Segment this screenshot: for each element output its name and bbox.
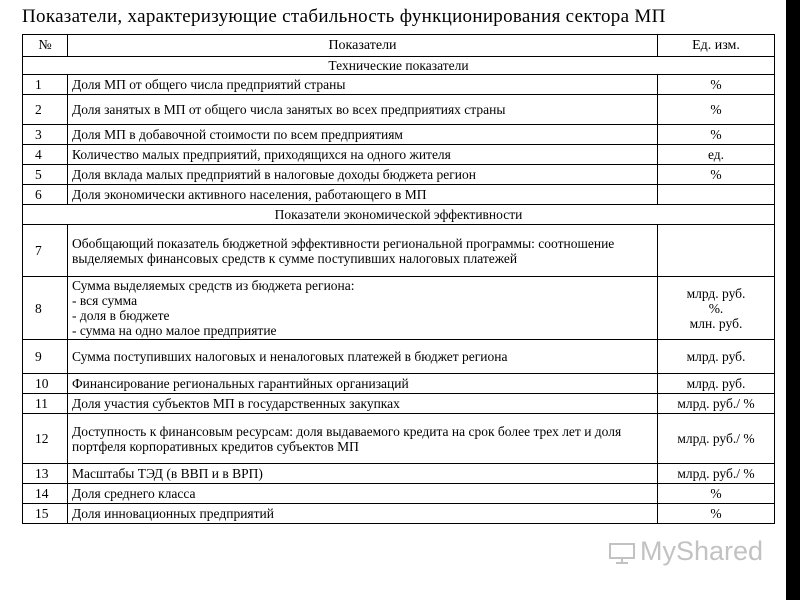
indicators-table-body — [23, 35, 775, 524]
section-title: Показатели экономической эффективности — [23, 205, 775, 225]
table-row — [23, 340, 775, 374]
table-row — [23, 185, 775, 205]
table-header-row — [23, 35, 775, 57]
row-indicator: Обобщающий показатель бюджетной эффективности региональной программы: соотношение выделяемых финансовых средств к сумме поступивших налоговых платежей — [68, 225, 658, 277]
table-row — [23, 484, 775, 504]
row-unit: % — [658, 95, 775, 125]
row-indicator: Доля среднего класса — [68, 484, 658, 504]
row-number: 14 — [23, 484, 68, 504]
row-indicator: Доля МП от общего числа предприятий страны — [68, 75, 658, 95]
row-number: 4 — [23, 145, 68, 165]
row-number: 1 — [23, 75, 68, 95]
presentation-icon — [608, 542, 636, 564]
table-row — [23, 75, 775, 95]
header-indicator: Показатели — [68, 35, 658, 57]
row-number: 2 — [23, 95, 68, 125]
row-number: 12 — [23, 414, 68, 464]
row-indicator: Доля экономически активного населения, работающего в МП — [68, 185, 658, 205]
table-row — [23, 394, 775, 414]
table-row — [23, 504, 775, 524]
row-indicator: Доля МП в добавочной стоимости по всем предприятиям — [68, 125, 658, 145]
row-unit: ед. — [658, 145, 775, 165]
row-unit — [658, 185, 775, 205]
row-indicator: Доля инновационных предприятий — [68, 504, 658, 524]
table-row — [23, 414, 775, 464]
section-row — [23, 57, 775, 75]
row-number: 8 — [23, 277, 68, 340]
table-row — [23, 225, 775, 277]
table-row — [23, 464, 775, 484]
row-indicator: Финансирование региональных гарантийных организаций — [68, 374, 658, 394]
watermark-text: MyShared — [640, 536, 764, 566]
row-unit: млрд. руб./ % — [658, 394, 775, 414]
row-unit: % — [658, 165, 775, 185]
row-unit: млрд. руб. %. млн. руб. — [658, 277, 775, 340]
table-row — [23, 125, 775, 145]
watermark-logo — [608, 536, 763, 567]
row-number: 10 — [23, 374, 68, 394]
row-indicator: Масштабы ТЭД (в ВВП и в ВРП) — [68, 464, 658, 484]
row-unit: млрд. руб. — [658, 374, 775, 394]
table-row — [23, 165, 775, 185]
row-number: 3 — [23, 125, 68, 145]
row-number: 7 — [23, 225, 68, 277]
right-edge-bar — [786, 0, 800, 600]
row-number: 5 — [23, 165, 68, 185]
row-unit: % — [658, 484, 775, 504]
row-indicator: Доля занятых в МП от общего числа занятых во всех предприятиях страны — [68, 95, 658, 125]
row-number: 13 — [23, 464, 68, 484]
row-unit: % — [658, 75, 775, 95]
table-row — [23, 374, 775, 394]
header-unit: Ед. изм. — [658, 35, 775, 57]
row-unit: % — [658, 504, 775, 524]
row-number: 15 — [23, 504, 68, 524]
table-row — [23, 95, 775, 125]
section-row — [23, 205, 775, 225]
row-unit: млрд. руб./ % — [658, 414, 775, 464]
indicators-table — [22, 34, 775, 524]
table-row — [23, 277, 775, 340]
page-title: Показатели, характеризующие стабильность функционирования сектора МП — [22, 6, 666, 27]
row-indicator: Доля вклада малых предприятий в налоговые доходы бюджета регион — [68, 165, 658, 185]
table-row — [23, 145, 775, 165]
row-indicator: Сумма поступивших налоговых и неналоговых платежей в бюджет региона — [68, 340, 658, 374]
row-unit: млрд. руб./ % — [658, 464, 775, 484]
row-indicator: Доступность к финансовым ресурсам: доля выдаваемого кредита на срок более трех лет и доля портфеля корпоративных кредитов субъектов МП — [68, 414, 658, 464]
section-title: Технические показатели — [23, 57, 775, 75]
header-num: № — [23, 35, 68, 57]
row-indicator: Количество малых предприятий, приходящихся на одного жителя — [68, 145, 658, 165]
row-indicator: Доля участия субъектов МП в государственных закупках — [68, 394, 658, 414]
row-number: 6 — [23, 185, 68, 205]
row-unit: % — [658, 125, 775, 145]
row-indicator: Сумма выделяемых средств из бюджета региона: - вся сумма - доля в бюджете - сумма на одно малое предприятие — [68, 277, 658, 340]
row-number: 9 — [23, 340, 68, 374]
row-unit: млрд. руб. — [658, 340, 775, 374]
row-number: 11 — [23, 394, 68, 414]
row-unit — [658, 225, 775, 277]
